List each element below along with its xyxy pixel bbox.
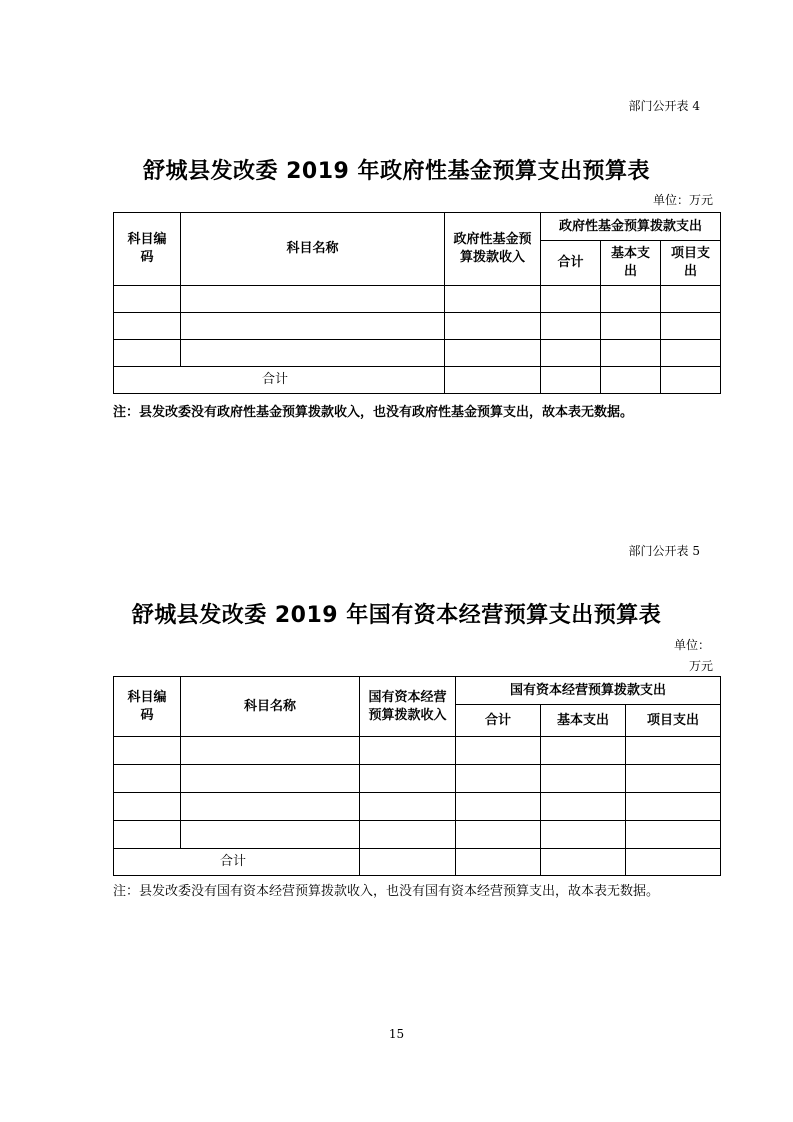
table4-title: 舒城县发改委 2019 年政府性基金预算支出预算表 (142, 159, 651, 184)
table4-header-expense-group: 政府性基金预算拨款支出 (541, 213, 721, 241)
table5-header-income: 国有资本经营预算拨款收入 (360, 677, 456, 737)
table4-total-row (114, 367, 721, 394)
table5-total-row (114, 849, 721, 876)
table-row (114, 821, 721, 849)
table-row (114, 793, 721, 821)
table-row (114, 286, 721, 313)
table4-header-name: 科目名称 (181, 213, 445, 286)
table5-unit-line2: 万元 (688, 659, 713, 673)
table5 (113, 676, 721, 876)
table4-header-income: 政府性基金预算拨款收入 (445, 213, 541, 286)
table-row (114, 313, 721, 340)
table4-header-total: 合计 (541, 241, 601, 286)
table4-tag: 部门公开表 4 (628, 99, 700, 113)
table5-header-expense-group: 国有资本经营预算拨款支出 (456, 677, 721, 705)
table4-total-label: 合计 (114, 367, 445, 394)
table5-header-code: 科目编码 (114, 677, 181, 737)
table5-header-basic: 基本支出 (541, 705, 626, 737)
table4-header-basic: 基本支出 (601, 241, 661, 286)
table5-header-project: 项目支出 (626, 705, 721, 737)
table5-header-name: 科目名称 (181, 677, 360, 737)
page-number: 15 (388, 1027, 405, 1041)
table5-total-label: 合计 (114, 849, 360, 876)
table5-note: 注：县发改委没有国有资本经营预算拨款收入，也没有国有资本经营预算支出，故本表无数据。 (113, 884, 660, 899)
table4-note: 注：县发改委没有政府性基金预算拨款收入，也没有政府性基金预算支出，故本表无数据。 (113, 405, 634, 420)
table4-unit: 单位：万元 (652, 193, 713, 207)
table-row (114, 340, 721, 367)
table4 (113, 212, 721, 394)
table5-title: 舒城县发改委 2019 年国有资本经营预算支出预算表 (131, 603, 662, 628)
table4-header-project: 项目支出 (661, 241, 721, 286)
table5-header-total: 合计 (456, 705, 541, 737)
table-row (114, 737, 721, 765)
table5-tag: 部门公开表 5 (628, 544, 700, 558)
table-row (114, 765, 721, 793)
table4-header-code: 科目编码 (114, 213, 181, 286)
table5-unit-line1: 单位： (673, 638, 710, 652)
